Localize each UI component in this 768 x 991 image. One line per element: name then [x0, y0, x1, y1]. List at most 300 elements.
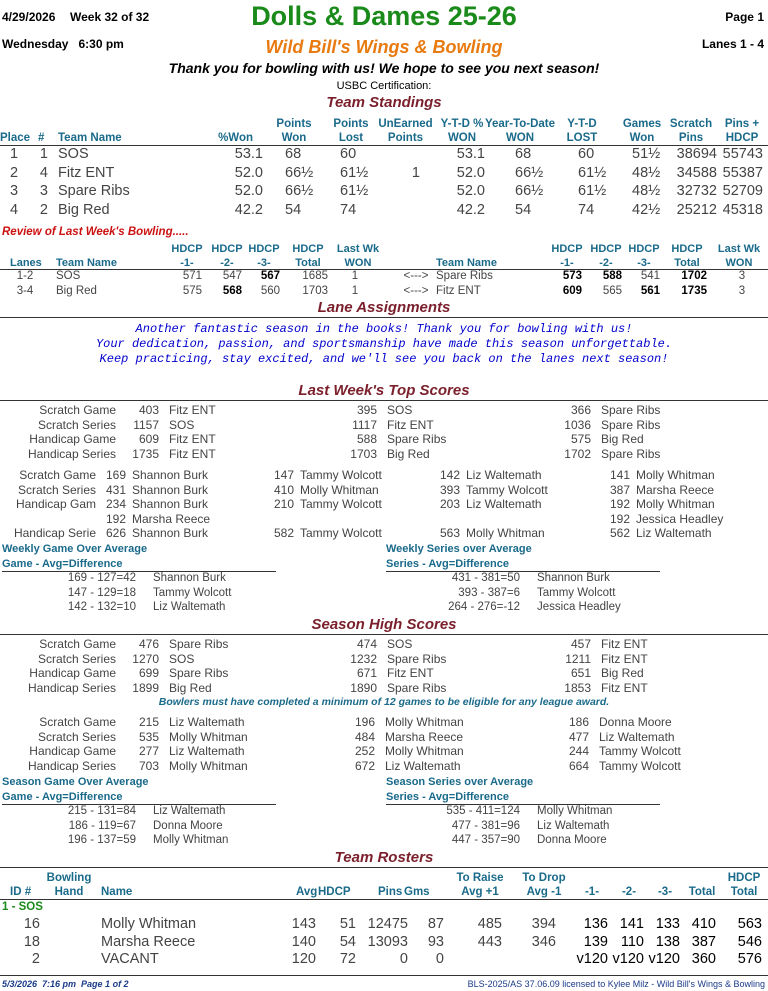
message-line-3: Keep practicing, stay excited, and we'll see you back on the lanes next season!: [99, 352, 669, 366]
score-label: Scratch Series: [37, 651, 116, 666]
roster-cell: 485: [477, 916, 502, 932]
score-name: Big Red: [601, 432, 644, 446]
standings-title: Team Standings: [326, 94, 442, 111]
over-avg-title: Weekly Series over Average: [386, 543, 532, 555]
score-value: 562: [609, 526, 630, 540]
rv-col-h1b: HDCP -1-: [551, 243, 583, 269]
score-name: SOS: [169, 417, 195, 432]
score-value: 1853: [564, 680, 591, 695]
score-value: 215: [138, 715, 159, 729]
roster-cell: 546: [737, 933, 762, 950]
over-avg-calc: 264 - 276=-12: [448, 601, 520, 613]
standings-cell: Spare Ribs: [58, 183, 130, 199]
standings-cell: 48½: [632, 183, 661, 199]
footer-license: BLS-2025/AS 37.06.09 licensed to Kylee Milz - Wild Bill's Wings & Bowling: [467, 979, 765, 989]
score-value: 609: [138, 432, 159, 446]
roster-cell: 140: [291, 933, 316, 950]
review-cell: 565: [602, 284, 622, 297]
score-value: 393: [439, 482, 460, 497]
review-cell: 3: [738, 270, 746, 282]
review-title: Review of Last Week's Bowling.....: [2, 226, 189, 238]
standings-cell: 52.0: [234, 183, 263, 199]
lanes-label: Lanes 1 - 4: [701, 37, 764, 51]
roster-cell: 133: [655, 916, 680, 932]
review-cell: 547: [222, 270, 242, 282]
score-label: Handicap Game: [29, 432, 116, 446]
col-pins-hdcp: Pins + HDCP: [724, 118, 760, 144]
score-name: Liz Waltemath: [466, 497, 542, 511]
roster-cell: 93: [427, 933, 444, 950]
rv-col-h3: HDCP -3-: [248, 243, 280, 269]
over-avg-title: Weekly Game Over Average: [2, 543, 148, 555]
score-name: Tammy Wolcott: [466, 482, 548, 497]
col-pct-won: %Won: [218, 132, 253, 144]
col-ytd-lost: Y-T-D LOST: [566, 118, 598, 144]
standings-cell: 1: [9, 146, 19, 162]
score-value: 186: [568, 715, 589, 729]
standings-cell: 32732: [676, 183, 717, 199]
season-high-title: Season High Scores: [311, 616, 457, 633]
review-cell: 1-2: [16, 270, 34, 282]
score-name: Fitz ENT: [387, 666, 434, 680]
score-value: 575: [570, 432, 591, 446]
col-scratch-pins: Scratch Pins: [669, 118, 713, 144]
score-name: Spare Ribs: [601, 417, 661, 432]
col-points-lost: Points Lost: [333, 118, 369, 144]
over-avg-calc: 186 - 119=67: [68, 819, 136, 832]
ro-col-g2: -2-: [621, 886, 637, 898]
score-label: Handicap Serie: [13, 526, 96, 540]
standings-cell: 68: [285, 146, 302, 162]
score-name: Donna Moore: [599, 715, 672, 729]
rv-col-team: Team Name: [56, 257, 117, 269]
review-cell: 3: [738, 284, 746, 297]
score-value: 403: [138, 403, 159, 417]
col-games-won: Games Won: [622, 118, 662, 144]
standings-cell: 61½: [578, 183, 607, 199]
review-cell: SOS: [56, 270, 81, 282]
score-name: Molly Whitman: [300, 482, 379, 497]
standings-cell: 3: [39, 183, 48, 199]
score-value: 476: [138, 637, 159, 651]
over-avg-calc: 535 - 411=124: [446, 805, 520, 817]
score-name: Marsha Reece: [132, 511, 211, 526]
score-value: 699: [138, 666, 159, 680]
top-scores-title: Last Week's Top Scores: [298, 382, 470, 399]
roster-cell: v120: [576, 951, 608, 967]
score-label: Scratch Series: [37, 417, 116, 432]
ro-col-total: Total: [688, 886, 716, 898]
review-cell: Spare Ribs: [436, 270, 493, 282]
score-value: 671: [356, 666, 377, 680]
usbc-certification: USBC Certification:: [336, 80, 432, 92]
over-avg-calc: 147 - 129=18: [67, 586, 136, 599]
over-avg-calc: 196 - 137=59: [67, 834, 136, 846]
score-value: 1735: [132, 446, 159, 461]
standings-cell: 53.1: [456, 146, 485, 162]
over-avg-name: Shannon Burk: [153, 572, 226, 584]
review-cell: 568: [222, 284, 242, 297]
rv-col-h3b: HDCP -3-: [628, 243, 660, 269]
score-value: 474: [356, 637, 377, 651]
ro-col-gms: Gms: [404, 886, 430, 898]
score-label: Scratch Game: [39, 637, 116, 651]
over-avg-subtitle: Series - Avg=Difference: [386, 558, 509, 570]
score-label: Scratch Game: [39, 403, 116, 417]
ro-col-hand: Bowling Hand: [46, 872, 92, 898]
col-num: #: [38, 132, 45, 144]
score-value: 203: [439, 497, 460, 511]
roster-cell: 18: [23, 933, 40, 950]
rv-col-lanes: Lanes: [10, 257, 42, 269]
score-value: 626: [105, 526, 126, 540]
score-name: Spare Ribs: [601, 403, 661, 417]
week-label: Week 32 of 32: [70, 10, 150, 24]
score-name: Fitz ENT: [601, 637, 648, 651]
score-name: Molly Whitman: [385, 715, 464, 729]
league-title: Dolls & Dames 25-26: [251, 1, 517, 31]
roster-cell: 346: [531, 933, 556, 950]
score-value: 169: [105, 468, 126, 482]
standings-cell: 53.1: [234, 146, 263, 162]
roster-cell: 387: [691, 933, 716, 950]
score-value: 703: [138, 758, 159, 773]
roster-cell: 136: [583, 916, 608, 932]
standings-cell: 61½: [340, 183, 369, 199]
roster-cell: 141: [619, 916, 644, 932]
score-label: Scratch Game: [19, 468, 96, 482]
score-name: Spare Ribs: [387, 432, 447, 446]
review-cell: 588: [602, 270, 622, 282]
score-name: Fitz ENT: [169, 446, 216, 461]
roster-cell: Molly Whitman: [101, 916, 197, 932]
score-value: 1211: [565, 651, 591, 666]
score-label: Scratch Series: [37, 729, 116, 744]
over-avg-calc: 169 - 127=42: [67, 572, 136, 584]
standings-cell: 42½: [632, 201, 661, 218]
roster-cell: 143: [291, 916, 316, 932]
message-line-2: Your dedication, passion, and sportsmanship have made this season unforgettable.: [95, 337, 673, 351]
roster-cell: 394: [531, 916, 556, 932]
over-avg-title: Season Series over Average: [386, 776, 534, 788]
standings-cell: 55743: [722, 146, 763, 162]
center-name: Wild Bill's Wings & Bowling: [265, 37, 503, 57]
review-cell: 609: [562, 284, 582, 297]
roster-cell: 0: [399, 951, 408, 967]
score-name: Shannon Burk: [132, 497, 209, 511]
roster-team-label: 1 - SOS: [2, 901, 43, 913]
over-avg-name: Molly Whitman: [537, 805, 613, 817]
standings-cell: 1: [39, 146, 48, 162]
score-name: Shannon Burk: [132, 482, 209, 497]
over-avg-calc: 142 - 132=10: [67, 601, 136, 613]
standings-cell: 48½: [632, 164, 661, 181]
standings-cell: 74: [578, 201, 595, 218]
score-value: 582: [273, 526, 294, 540]
thanks-message: Thank you for bowling with us! We hope to see you next season!: [168, 60, 600, 76]
review-cell: 3-4: [16, 284, 34, 297]
over-avg-calc: 477 - 381=96: [451, 819, 520, 832]
standings-cell: 52709: [722, 183, 763, 199]
score-label: Handicap Game: [29, 666, 116, 680]
roster-cell: Marsha Reece: [101, 933, 196, 950]
score-name: Big Red: [387, 446, 430, 461]
review-cell: Fitz ENT: [436, 284, 481, 297]
rv-col-h2b: HDCP -2-: [590, 243, 622, 269]
score-name: SOS: [387, 637, 413, 651]
score-value: 147: [273, 468, 294, 482]
standings-cell: 4: [9, 201, 19, 218]
score-name: Shannon Burk: [132, 468, 209, 482]
review-cell: 575: [182, 284, 202, 297]
col-ytd-pct: Y-T-D % WON: [440, 118, 484, 144]
standings-cell: 68: [515, 146, 532, 162]
standings-cell: Big Red: [58, 201, 110, 218]
standings-cell: 66½: [515, 164, 544, 181]
ro-col-pins: Pins: [378, 886, 403, 898]
score-name: SOS: [387, 403, 413, 417]
score-name: Liz Waltemath: [466, 468, 542, 482]
score-value: 192: [105, 511, 126, 526]
ro-col-avg: Avg: [296, 886, 318, 898]
over-avg-subtitle: Series - Avg=Difference: [386, 791, 509, 803]
standings-cell: 34588: [676, 164, 717, 181]
score-name: Molly Whitman: [169, 729, 248, 744]
score-label: Handicap Series: [27, 446, 116, 461]
score-name: Molly Whitman: [466, 526, 545, 540]
score-name: SOS: [169, 651, 195, 666]
score-value: 210: [273, 497, 294, 511]
review-cell: <--->: [403, 284, 429, 297]
col-unearned: UnEarned Points: [378, 118, 433, 144]
standings-cell: 52.0: [234, 164, 263, 181]
score-label: Scratch Game: [39, 715, 116, 729]
standings-cell: 66½: [285, 183, 314, 199]
score-value: 1232: [350, 651, 377, 666]
roster-cell: v120: [648, 951, 680, 967]
standings-cell: 2: [9, 164, 19, 181]
score-value: 664: [568, 758, 589, 773]
score-name: Molly Whitman: [636, 468, 715, 482]
roster-cell: 87: [427, 916, 444, 932]
standings-cell: 55387: [722, 164, 763, 181]
standings-cell: 2: [39, 201, 48, 218]
standings-cell: 52.0: [456, 164, 485, 181]
roster-cell: VACANT: [101, 951, 159, 967]
score-name: Tammy Wolcott: [300, 497, 382, 511]
score-value: 588: [356, 432, 377, 446]
score-name: Marsha Reece: [385, 729, 464, 744]
page-label: Page 1: [725, 10, 764, 24]
over-avg-name: Liz Waltemath: [537, 819, 610, 832]
review-cell: 561: [640, 284, 660, 297]
score-label: Scratch Series: [17, 482, 96, 497]
rv-col-won: Last Wk WON: [336, 243, 380, 269]
score-value: 535: [138, 729, 159, 744]
roster-cell: 120: [291, 951, 316, 967]
review-cell: 1: [351, 270, 359, 282]
over-avg-calc: 215 - 131=84: [67, 805, 136, 817]
score-value: 484: [354, 729, 375, 744]
score-label: Handicap Game: [29, 744, 116, 758]
over-avg-calc: 393 - 387=6: [458, 586, 520, 599]
score-name: Jessica Headley: [636, 511, 724, 526]
review-cell: Big Red: [56, 284, 97, 297]
roster-cell: 13093: [367, 933, 408, 950]
review-cell: 1685: [302, 270, 328, 282]
standings-cell: 66½: [515, 183, 544, 199]
over-avg-name: Donna Moore: [153, 819, 223, 832]
score-name: Spare Ribs: [601, 446, 661, 461]
score-value: 431: [105, 482, 126, 497]
over-avg-name: Donna Moore: [537, 834, 607, 846]
col-points-won: Points Won: [276, 118, 312, 144]
standings-cell: 1: [411, 164, 420, 181]
score-name: Liz Waltemath: [169, 715, 245, 729]
standings-cell: SOS: [58, 146, 89, 162]
score-value: 142: [439, 468, 460, 482]
footer-printed: 5/3/2026 7:16 pm Page 1 of 2: [2, 979, 129, 989]
score-value: 141: [609, 468, 630, 482]
col-place: Place: [0, 132, 31, 144]
col-ytd-won: Year-To-Date WON: [484, 118, 556, 144]
score-name: Spare Ribs: [387, 680, 447, 695]
score-name: Liz Waltemath: [169, 744, 245, 758]
score-value: 651: [570, 666, 591, 680]
roster-cell: 72: [339, 951, 356, 967]
lane-assign-message: [0, 322, 768, 367]
rv-col-h1: HDCP -1-: [171, 243, 203, 269]
standings-cell: 45318: [722, 201, 763, 218]
rv-col-team2: Team Name: [436, 257, 497, 269]
score-name: Spare Ribs: [169, 666, 229, 680]
standings-cell: 51½: [632, 146, 661, 162]
ro-col-raise: To Raise Avg +1: [456, 872, 504, 898]
standings-cell: 52.0: [456, 183, 485, 199]
score-value: 387: [609, 482, 630, 497]
ro-col-g3: -3-: [657, 886, 673, 898]
score-name: Tammy Wolcott: [599, 744, 681, 758]
roster-cell: v120: [612, 951, 644, 967]
score-name: Big Red: [601, 666, 644, 680]
roster-cell: 110: [620, 933, 644, 950]
score-name: Molly Whitman: [636, 497, 715, 511]
rv-col-ht: HDCP Total: [292, 243, 324, 269]
roster-cell: 16: [23, 916, 40, 932]
review-cell: 1703: [302, 284, 328, 297]
roster-cell: 138: [655, 933, 680, 950]
score-value: 457: [570, 637, 591, 651]
roster-cell: 563: [737, 916, 762, 932]
ro-col-hdcp: HDCP: [318, 886, 351, 898]
over-avg-name: Liz Waltemath: [153, 805, 226, 817]
lane-assign-title: Lane Assignments: [317, 299, 451, 316]
rv-col-h2: HDCP -2-: [211, 243, 243, 269]
score-value: 410: [273, 482, 294, 497]
score-value: 672: [354, 758, 375, 773]
review-cell: 1: [351, 284, 359, 297]
over-avg-name: Tammy Wolcott: [153, 586, 232, 599]
standings-cell: 3: [9, 183, 19, 199]
score-value: 1270: [132, 651, 159, 666]
over-avg-name: Molly Whitman: [153, 834, 229, 846]
score-value: 252: [354, 744, 375, 758]
score-label: Handicap Series: [27, 680, 116, 695]
score-label: Handicap Series: [27, 758, 116, 773]
score-value: 277: [138, 744, 159, 758]
review-cell: 573: [562, 270, 582, 282]
standings-cell: 60: [578, 146, 595, 162]
score-value: 1157: [133, 417, 159, 432]
message-line-1: Another fantastic season in the books! Thank you for bowling with us!: [135, 322, 633, 336]
roster-cell: 12475: [367, 916, 408, 932]
standings-cell: 54: [515, 201, 532, 218]
score-value: 395: [356, 403, 377, 417]
score-name: Shannon Burk: [132, 526, 209, 540]
score-value: 563: [439, 526, 460, 540]
standings-cell: 54: [285, 201, 302, 218]
report-date: 4/29/2026: [2, 10, 56, 24]
rosters-title: Team Rosters: [334, 849, 434, 866]
score-value: 244: [568, 744, 589, 758]
review-cell: 567: [260, 270, 280, 282]
score-value: 192: [609, 497, 630, 511]
standings-cell: 60: [340, 146, 357, 162]
standings-cell: 74: [340, 201, 357, 218]
ro-col-name: Name: [101, 886, 133, 898]
score-name: Fitz ENT: [387, 417, 434, 432]
review-cell: 560: [260, 284, 280, 297]
rv-col-wonb: Last Wk WON: [717, 243, 761, 269]
score-name: Tammy Wolcott: [300, 526, 382, 540]
standings-cell: 42.2: [234, 201, 263, 218]
score-name: Fitz ENT: [169, 403, 216, 417]
score-name: Spare Ribs: [169, 637, 229, 651]
score-value: 477: [568, 729, 589, 744]
score-value: 1702: [564, 446, 591, 461]
review-cell: 541: [640, 270, 660, 282]
over-avg-subtitle: Game - Avg=Difference: [2, 558, 123, 570]
over-avg-name: Tammy Wolcott: [537, 586, 616, 599]
review-cell: <--->: [403, 270, 429, 282]
score-name: Marsha Reece: [636, 482, 715, 497]
roster-cell: 2: [31, 951, 40, 967]
standings-cell: 66½: [285, 164, 314, 181]
score-name: Tammy Wolcott: [599, 758, 681, 773]
standings-cell: 38694: [676, 146, 717, 162]
score-name: Spare Ribs: [387, 651, 447, 666]
score-name: Tammy Wolcott: [300, 468, 382, 482]
eligibility-note: Bowlers must have completed a minimum of 12 games to be eligible for any league award.: [158, 696, 610, 708]
score-value: 1899: [132, 680, 159, 695]
score-name: Molly Whitman: [385, 744, 464, 758]
roster-cell: 54: [339, 933, 356, 950]
score-name: Liz Waltemath: [385, 758, 461, 773]
ro-col-drop: To Drop Avg -1: [522, 872, 566, 898]
over-avg-subtitle: Game - Avg=Difference: [2, 791, 123, 803]
standings-cell: Fitz ENT: [58, 164, 115, 181]
score-value: 234: [105, 497, 126, 511]
roster-cell: 443: [477, 933, 502, 950]
over-avg-name: Jessica Headley: [537, 601, 621, 613]
score-name: Liz Waltemath: [599, 729, 675, 744]
score-value: 1703: [350, 446, 377, 461]
score-label: Handicap Gam: [15, 497, 96, 511]
score-name: Big Red: [169, 680, 212, 695]
standings-cell: 25212: [676, 201, 717, 218]
score-value: 192: [609, 511, 630, 526]
score-value: 1117: [352, 417, 377, 432]
